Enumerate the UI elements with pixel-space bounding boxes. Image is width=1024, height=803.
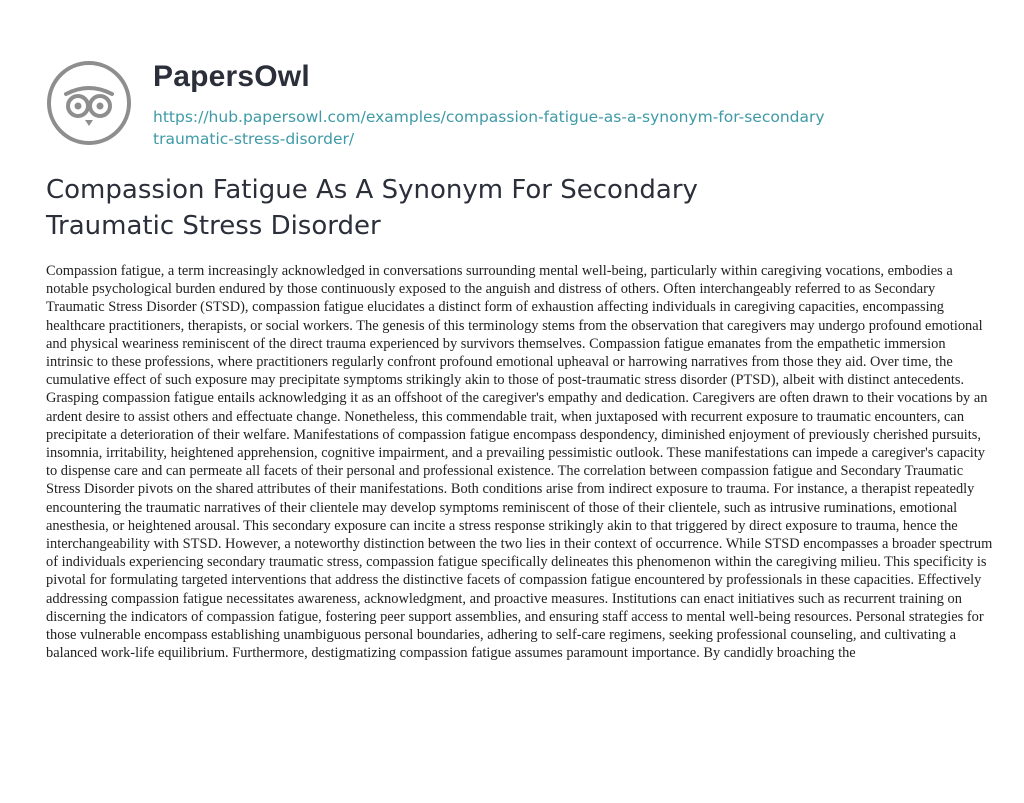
header [46, 40, 996, 160]
source-url-line-1[interactable]: https://hub.papersowl.com/examples/compassion-fatigue-as-a-synonym-for-secondary [153, 108, 825, 126]
source-url-line-2[interactable]: traumatic-stress-disorder/ [153, 130, 355, 148]
page-title-line-2: Traumatic Stress Disorder [46, 211, 381, 241]
page-title [46, 172, 806, 244]
owl-logo-icon [46, 60, 132, 146]
brand-name: PapersOwl [153, 60, 310, 93]
source-url[interactable] [153, 106, 953, 150]
essay-body: Compassion fatigue, a term increasingly acknowledged in conversations surrounding mental well-being, particularly within caregiving vocations, embodies a notable psychological burden endured by those continuously exposed to the anguish and distress of others. Often interchangeably referred to as Secondary Traumatic Stress Disorder (STSD), compassion fatigue elucidates a distinct form of exhaustion affecting individuals in caregiving capacities, encompassing healthcare practitioners, therapists, or social workers. The genesis of this terminology stems from the observation that caregivers may undergo profound emotional and physical weariness reminiscent of the direct trauma experienced by survivors themselves. Compassion fatigue emanates from the empathetic immersion intrinsic to these professions, where practitioners regularly confront profound emotional upheaval or harrowing narratives from those they aid. Over time, the cumulative effect of such exposure may precipitate symptoms strikingly akin to those of post-traumatic stress disorder (PTSD), albeit with distinct antecedents. Grasping compassion fatigue entails acknowledging it as an offshoot of the caregiver's empathy and dedication. Caregivers are often drawn to their vocations by an ardent desire to assist others and effectuate change. Nonetheless, this commendable trait, when juxtaposed with recurrent exposure to traumatic encounters, can precipitate a deterioration of their welfare. Manifestations of compassion fatigue encompass despondency, diminished enjoyment of previously cherished pursuits, insomnia, irritability, heightened apprehension, cognitive impairment, and a prevailing pessimistic outlook. These manifestations can impede a caregiver's capacity to dispense care and can permeate all facets of their personal and professional existence. The correlation between compassion fatigue and Secondary Traumatic Stress Disorder pivots on the shared attributes of their manifestations. Both conditions arise from indirect exposure to trauma. For instance, a therapist repeatedly encountering the traumatic narratives of their clientele may develop symptoms reminiscent of those of their clientele, such as intrusive ruminations, emotional anesthesia, or heightened arousal. This secondary exposure can incite a stress response strikingly akin to that triggered by direct exposure to trauma, hence the interchangeability with STSD. However, a noteworthy distinction between the two lies in their context of occurrence. While STSD encompasses a broader spectrum of individuals experiencing secondary traumatic stress, compassion fatigue specifically delineates this phenomenon within the caregiving milieu. This specificity is pivotal for formulating targeted interventions that address the distinctive facets of compassion fatigue encountered by professionals in these capacities. Effectively addressing compassion fatigue necessitates awareness, acknowledgment, and proactive measures. Institutions can enact initiatives such as recurrent training on discerning the indicators of compassion fatigue, fostering peer support assemblies, and ensuring staff access to mental well-being resources. Personal strategies for those vulnerable encompass establishing unambiguous personal boundaries, adhering to self-care regimens, seeking professional counseling, and cultivating a balanced work-life equilibrium. Furthermore, destigmatizing compassion fatigue assumes paramount importance. By candidly broaching the [46, 263, 993, 662]
page-title-line-1: Compassion Fatigue As A Synonym For Secondary [46, 175, 698, 205]
